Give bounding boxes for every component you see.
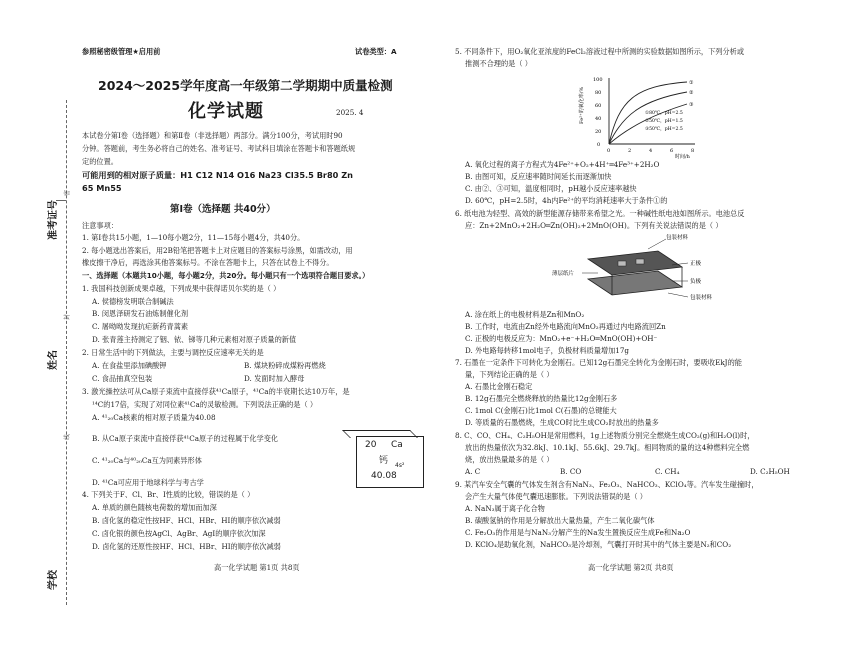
paper-battery-diagram bbox=[548, 233, 718, 311]
oxidation-rate-graph bbox=[575, 72, 715, 160]
binder-underline bbox=[56, 200, 66, 201]
q6-option: D. 外电路每转移1mol电子，负极材料质量增加17g bbox=[465, 346, 630, 355]
q9-option: C. Fe₂O₃的作用是与NaN₃分解产生的Na发生置换反应生成Fe和Na₂O bbox=[465, 528, 691, 537]
legend-item: ③50℃，pH=2.5 bbox=[645, 127, 683, 132]
note-line: 橡皮擦干净后，再选涂其他答案标号。不涂在答题卡上，只答在试卷上不得分。 bbox=[82, 258, 334, 267]
q8-option: A. C bbox=[465, 467, 481, 476]
y-tick: 80 bbox=[595, 90, 602, 96]
q9-stem: 9. 某汽车安全气囊的气体发生剂含有NaN₃、Fe₂O₃、NaHCO₃、KClO₄等。汽车发生碰撞时， bbox=[455, 480, 759, 489]
q8-option: B. CO bbox=[560, 467, 582, 476]
q7-option: B. 12g石墨完全燃烧释放的热量比12g金刚石多 bbox=[465, 394, 618, 403]
q8-stem: 放出的热量依次为32.8kJ、10.1kJ、55.6kJ、29.7kJ。相同物质的量的这4种燃料完全燃 bbox=[465, 443, 750, 452]
q3-stem: ¹⁴C的17倍，实现了对同位素⁴¹Ca的灵敏检测。下列说法正确的是（ ） bbox=[92, 400, 318, 409]
q6-option: C. 正极的电极反应为：MnO₂+e⁻+H₂O═MnO(OH)+OH⁻ bbox=[465, 334, 658, 343]
element-symbol: Ca bbox=[391, 440, 403, 450]
curve-label: ② bbox=[689, 90, 694, 96]
part1-heading: 一、选择题（本题共10小题，每小题2分，共20分。每小题只有一个选项符合题目要求。） bbox=[82, 271, 370, 280]
header-confidential: 参照秘密级管理★启用前 bbox=[82, 47, 161, 56]
exam-date: 2025. 4 bbox=[336, 108, 364, 117]
q4-option: C. 卤化银的颜色按AgCl、AgBr、AgI的顺序依次加深 bbox=[92, 529, 266, 538]
footer-page1: 高一化学试题 第1页 共8页 bbox=[214, 563, 300, 572]
y-label: Fe²⁺的氧化率/% bbox=[579, 86, 585, 124]
x-tick: 0 bbox=[607, 148, 611, 154]
q5-option: B. 由图可知，反应速率随时间延长而逐渐加快 bbox=[465, 172, 612, 181]
intro-line: 定的位置。 bbox=[82, 157, 118, 166]
exam-title: 2024～2025学年度高一年级第二学期期中质量检测 bbox=[98, 78, 393, 93]
q7-option: A. 石墨比金刚石稳定 bbox=[465, 382, 533, 391]
q7-stem: 量，下列结论正确的是（ ） bbox=[465, 370, 554, 379]
y-tick: 100 bbox=[593, 77, 603, 83]
binder-mark-feng: 封 bbox=[64, 313, 71, 320]
battery-label: 负极 bbox=[690, 279, 702, 285]
legend-item: ①80℃，pH=2.5 bbox=[645, 111, 683, 116]
y-tick: 0 bbox=[597, 142, 601, 148]
q5-option: C. 由②、③可知，温度相同时，pH越小反应速率越快 bbox=[465, 184, 637, 193]
q8-option: C. CH₄ bbox=[655, 467, 680, 476]
q2-option: C. 食品抽真空包装 bbox=[92, 374, 153, 383]
battery-label: 包装材料 bbox=[690, 295, 713, 301]
q2-option: A. 在食盐里添加碘酸钾 bbox=[92, 361, 167, 370]
q6-stem: 6. 纸电池为轻型、高效的新型能源存储带来希望之光。一种碱性纸电池如图所示。电池总反 bbox=[455, 209, 745, 218]
y-tick: 60 bbox=[595, 103, 602, 109]
q9-stem: 会产生大量气体使气囊迅速膨胀。下列说法错误的是（ ） bbox=[465, 492, 647, 501]
terminal-icon bbox=[636, 259, 644, 264]
q9-option: A. NaN₃属于离子化合物 bbox=[465, 504, 545, 513]
curve-label: ③ bbox=[689, 102, 694, 108]
q7-stem: 7. 石墨在一定条件下可转化为金刚石。已知12g石墨完全转化为金刚石时，要吸收EkJ的能 bbox=[455, 358, 742, 367]
battery-label: 正极 bbox=[690, 261, 702, 267]
binder-name-label: 姓名 bbox=[48, 350, 59, 370]
curve-2 bbox=[609, 92, 687, 144]
q3-option: A. ⁴¹₂₀Ca核素的相对原子质量为40.08 bbox=[92, 413, 216, 422]
q5-stem: 推测不合理的是（ ） bbox=[465, 59, 532, 68]
q1-stem: 1. 我国科技创新成果卓越，下列成果中获得诺贝尔奖的是（ ） bbox=[82, 284, 281, 293]
binder-mark-xian: 线 bbox=[64, 433, 71, 440]
q3-option: C. ⁴¹₂₀Ca与⁴⁰₂₀Ca互为同素异形体 bbox=[92, 456, 202, 465]
legend-item: ②50℃，pH=1.5 bbox=[645, 119, 683, 124]
subject-title: 化学试题 bbox=[188, 101, 264, 122]
q4-option: D. 卤化氢的还原性按HF、HCl、HBr、HI的顺序依次减弱 bbox=[92, 542, 281, 551]
binder-exam-id-label: 准考证号 bbox=[48, 200, 59, 240]
q9-option: B. 碳酸氢钠的作用是分解放出大量热量，产生二氧化碳气体 bbox=[465, 516, 655, 525]
x-label: 时间/h bbox=[675, 154, 690, 160]
curve-label: ① bbox=[689, 80, 694, 86]
y-tick: 20 bbox=[595, 129, 602, 135]
atomic-masses: 65 Mn55 bbox=[82, 183, 122, 193]
note-line: 1. 第Ⅰ卷共15小题，1—10每小题2分，11—15每小题4分，共40分。 bbox=[82, 233, 305, 242]
x-tick: 2 bbox=[628, 148, 632, 154]
terminal-icon bbox=[618, 261, 626, 266]
binder-dashed-line bbox=[66, 100, 67, 605]
q3-option: B. 从Ca原子束流中直接俘获⁴¹Ca原子的过程属于化学变化 bbox=[92, 434, 279, 443]
curve-3 bbox=[609, 104, 687, 144]
q4-stem: 4. 下列关于F、Cl、Br、I性质的比较，错误的是（ ） bbox=[82, 490, 255, 499]
note-line: 2. 每小题选出答案后，用2B铅笔把答题卡上对应题目的答案标号涂黑，如需改动，用 bbox=[82, 246, 353, 255]
q9-option: D. KClO₄是助氧化剂，NaHCO₃是冷却剂，气囊打开时其中的气体主要是N₂和CO₂ bbox=[465, 540, 732, 549]
q5-option: A. 氧化过程的离子方程式为4Fe²⁺+O₂+4H⁺═4Fe³⁺+2H₂O bbox=[465, 160, 660, 169]
element-name: 钙 bbox=[379, 456, 389, 466]
battery-label: 包装材料 bbox=[666, 235, 689, 241]
x-tick: 4 bbox=[649, 148, 653, 154]
q8-option: D. C₂H₅OH bbox=[750, 467, 790, 476]
q6-stem: 应：Zn+2MnO₂+2H₂O═Zn(OH)₂+2MnO(OH)。下列有关说法错误的是（ ） bbox=[465, 221, 723, 230]
q1-option: A. 侯德榜发明联合制碱法 bbox=[92, 297, 174, 306]
element-config: 4s² bbox=[395, 462, 405, 469]
y-tick: 40 bbox=[595, 116, 602, 122]
q6-option: B. 工作时，电流由Zn经外电路流向MnO₂再通过内电路流回Zn bbox=[465, 322, 666, 331]
q5-option: D. 60℃，pH=2.5时，4h内Fe²⁺的平均消耗速率大于条件①的 bbox=[465, 196, 668, 205]
q8-stem: 8. C、CO、CH₄、C₂H₅OH是常用燃料，1g上述物质分别完全燃烧生成CO₂(g)和H₂O(l)时， bbox=[455, 431, 755, 440]
header-paper-type: 试卷类型：A bbox=[355, 47, 397, 56]
intro-line: 本试卷分第Ⅰ卷（选择题）和第Ⅱ卷（非选择题）两部分。满分100分，考试用时90 bbox=[82, 131, 343, 140]
battery-bottom-layer bbox=[588, 271, 682, 295]
q2-option: D. 发面时加入酵母 bbox=[244, 374, 305, 383]
q8-stem: 烧，放出热量最多的是（ ） bbox=[465, 455, 554, 464]
binder-mark-mi: 密 bbox=[64, 189, 71, 196]
q1-option: B. 闵恩泽研发石油炼制催化剂 bbox=[92, 309, 189, 318]
q6-option: A. 涂在纸上的电极材料是Zn和MnO₂ bbox=[465, 310, 585, 319]
intro-line: 分钟。答题前，考生务必将自己的姓名、准考证号、考试科目填涂在答题卡和答题纸规 bbox=[82, 144, 356, 153]
atomic-masses: 可能用到的相对原子质量：H1 C12 N14 O16 Na23 Cl35.5 Br80 Zn bbox=[82, 170, 353, 180]
binder-school-label: 学校 bbox=[48, 570, 59, 590]
battery-top-layer bbox=[588, 251, 682, 275]
q2-stem: 2. 日常生活中的下列做法，主要与调控反应速率无关的是 bbox=[82, 348, 264, 357]
q2-option: B. 煤块粉碎成煤粉再燃烧 bbox=[244, 361, 326, 370]
q3-option: D. ⁴¹Ca可应用于地球科学与考古学 bbox=[92, 478, 204, 487]
q1-option: C. 屠呦呦发现抗疟新药青蒿素 bbox=[92, 322, 189, 331]
x-tick: 8 bbox=[691, 148, 695, 154]
notes-title: 注意事项： bbox=[82, 221, 118, 230]
element-mass: 40.08 bbox=[371, 471, 397, 481]
element-number: 20 bbox=[365, 440, 377, 450]
periodic-element-box bbox=[356, 436, 424, 488]
q5-stem: 5. 不同条件下，用O₂氧化亚浓度的FeCl₂溶液过程中所测的实验数据如图所示，下列分析或 bbox=[455, 47, 745, 56]
q1-option: D. 张青莲主持测定了铟、铱、锑等几种元素相对原子质量的新值 bbox=[92, 335, 297, 344]
q7-option: C. 1mol C(金刚石)比1mol C(石墨)的总键能大 bbox=[465, 406, 617, 415]
q7-option: D. 等质量的石墨燃烧，生成CO时比生成CO₂时放出的热量多 bbox=[465, 418, 659, 427]
q4-option: B. 卤化氢的稳定性按HF、HCl、HBr、HI的顺序依次减弱 bbox=[92, 516, 281, 525]
q3-stem: 3. 激光操控法可从Ca原子束流中直接俘获⁴¹Ca原子，⁴¹Ca的半衰期长达10万年，是 bbox=[82, 387, 350, 396]
q4-option: A. 单质的颜色随核电荷数的增加而加深 bbox=[92, 503, 217, 512]
battery-label: 薄层纸片 bbox=[552, 271, 575, 277]
footer-page2: 高一化学试题 第2页 共8页 bbox=[588, 563, 674, 572]
section-title: 第Ⅰ卷（选择题 共40分） bbox=[170, 204, 276, 215]
x-tick: 6 bbox=[670, 148, 674, 154]
